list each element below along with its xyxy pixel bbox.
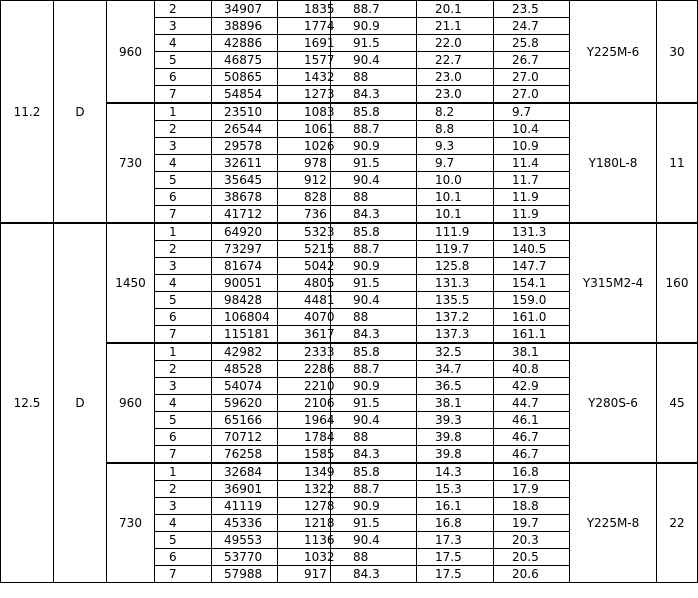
flow-cell: 46875 [212,52,278,69]
motor-load-cell: 26.7 [494,52,570,69]
flow-cell: 23510 [212,103,278,121]
speed-cell: 960 [107,343,155,463]
motor-load-cell: 16.8 [494,463,570,481]
pressure-cell: 1784 [278,429,331,446]
flow-cell: 42982 [212,343,278,361]
flow-cell: 29578 [212,138,278,155]
flow-cell: 34907 [212,1,278,18]
point-cell: 5 [155,172,212,189]
shaft-power-cell: 8.8 [417,121,494,138]
point-cell: 2 [155,361,212,378]
point-cell: 1 [155,343,212,361]
point-cell: 7 [155,446,212,464]
shaft-power-cell: 22.0 [417,35,494,52]
motor-load-cell: 44.7 [494,395,570,412]
pressure-cell: 1835 [278,1,331,18]
point-cell: 1 [155,223,212,241]
motor-load-cell: 20.5 [494,549,570,566]
pressure-cell: 1136 [278,532,331,549]
motor-power-cell: 45 [657,343,698,463]
pressure-cell: 2333 [278,343,331,361]
pressure-cell: 978 [278,155,331,172]
point-cell: 4 [155,395,212,412]
point-cell: 3 [155,378,212,395]
shaft-power-cell: 131.3 [417,275,494,292]
speed-cell: 730 [107,463,155,583]
pressure-cell: 1032 [278,549,331,566]
motor-load-cell: 46.7 [494,429,570,446]
point-cell: 2 [155,481,212,498]
efficiency-cell: 85.8 [331,103,417,121]
shaft-power-cell: 14.3 [417,463,494,481]
motor-load-cell: 23.5 [494,1,570,18]
point-cell: 6 [155,429,212,446]
shaft-power-cell: 32.5 [417,343,494,361]
pressure-cell: 5323 [278,223,331,241]
shaft-power-cell: 16.8 [417,515,494,532]
motor-load-cell: 131.3 [494,223,570,241]
flow-cell: 73297 [212,241,278,258]
motor-power-cell: 30 [657,1,698,104]
efficiency-cell: 91.5 [331,275,417,292]
efficiency-cell: 90.9 [331,138,417,155]
efficiency-cell: 84.3 [331,86,417,104]
motor-model-cell: Y225M-6 [570,1,657,104]
point-cell: 3 [155,18,212,35]
efficiency-cell: 88 [331,309,417,326]
pressure-cell: 1432 [278,69,331,86]
table-row [1,223,698,241]
flow-cell: 98428 [212,292,278,309]
shaft-power-cell: 119.7 [417,241,494,258]
point-cell: 5 [155,52,212,69]
efficiency-cell: 90.9 [331,378,417,395]
flow-cell: 70712 [212,429,278,446]
point-cell: 7 [155,86,212,104]
efficiency-cell: 90.4 [331,532,417,549]
motor-load-cell: 154.1 [494,275,570,292]
point-cell: 6 [155,549,212,566]
flow-cell: 41119 [212,498,278,515]
efficiency-cell: 91.5 [331,35,417,52]
flow-cell: 64920 [212,223,278,241]
motor-load-cell: 25.8 [494,35,570,52]
pressure-cell: 4070 [278,309,331,326]
motor-model-cell: Y280S-6 [570,343,657,463]
shaft-power-cell: 17.5 [417,566,494,583]
motor-load-cell: 46.7 [494,446,570,464]
efficiency-cell: 88.7 [331,241,417,258]
shaft-power-cell: 9.3 [417,138,494,155]
group-size-cell: 12.5 [1,223,54,583]
efficiency-cell: 91.5 [331,395,417,412]
shaft-power-cell: 8.2 [417,103,494,121]
point-cell: 6 [155,69,212,86]
motor-load-cell: 40.8 [494,361,570,378]
flow-cell: 41712 [212,206,278,224]
shaft-power-cell: 21.1 [417,18,494,35]
efficiency-cell: 91.5 [331,515,417,532]
efficiency-cell: 90.9 [331,258,417,275]
pressure-cell: 3617 [278,326,331,344]
motor-power-cell: 11 [657,103,698,223]
table-row [1,1,698,18]
point-cell: 6 [155,189,212,206]
speed-cell: 960 [107,1,155,104]
flow-cell: 81674 [212,258,278,275]
shaft-power-cell: 39.8 [417,429,494,446]
group-drive-cell: D [54,223,107,583]
shaft-power-cell: 23.0 [417,86,494,104]
motor-load-cell: 17.9 [494,481,570,498]
motor-power-cell: 160 [657,223,698,343]
pressure-cell: 1278 [278,498,331,515]
flow-cell: 50865 [212,69,278,86]
flow-cell: 42886 [212,35,278,52]
efficiency-cell: 88.7 [331,361,417,378]
flow-cell: 36901 [212,481,278,498]
pressure-cell: 1691 [278,35,331,52]
flow-cell: 32611 [212,155,278,172]
efficiency-cell: 88.7 [331,1,417,18]
point-cell: 2 [155,241,212,258]
pressure-cell: 2210 [278,378,331,395]
flow-cell: 54074 [212,378,278,395]
shaft-power-cell: 111.9 [417,223,494,241]
efficiency-cell: 85.8 [331,463,417,481]
table-body [1,1,698,583]
motor-load-cell: 161.0 [494,309,570,326]
group-size-cell: 11.2 [1,1,54,224]
pressure-cell: 1585 [278,446,331,464]
pressure-cell: 1061 [278,121,331,138]
pressure-cell: 4805 [278,275,331,292]
flow-cell: 65166 [212,412,278,429]
motor-load-cell: 19.7 [494,515,570,532]
flow-cell: 90051 [212,275,278,292]
point-cell: 7 [155,566,212,583]
shaft-power-cell: 16.1 [417,498,494,515]
point-cell: 1 [155,103,212,121]
motor-load-cell: 11.7 [494,172,570,189]
pressure-cell: 1218 [278,515,331,532]
pressure-cell: 1964 [278,412,331,429]
pressure-cell: 1322 [278,481,331,498]
point-cell: 6 [155,309,212,326]
shaft-power-cell: 39.3 [417,412,494,429]
speed-cell: 1450 [107,223,155,343]
motor-load-cell: 11.4 [494,155,570,172]
point-cell: 2 [155,121,212,138]
flow-cell: 35645 [212,172,278,189]
shaft-power-cell: 125.8 [417,258,494,275]
efficiency-cell: 90.4 [331,292,417,309]
pressure-cell: 1083 [278,103,331,121]
shaft-power-cell: 39.8 [417,446,494,464]
pressure-cell: 5215 [278,241,331,258]
pressure-cell: 1273 [278,86,331,104]
efficiency-cell: 84.3 [331,206,417,224]
shaft-power-cell: 17.5 [417,549,494,566]
motor-model-cell: Y315M2-4 [570,223,657,343]
efficiency-cell: 88 [331,69,417,86]
shaft-power-cell: 17.3 [417,532,494,549]
efficiency-cell: 88 [331,189,417,206]
efficiency-cell: 91.5 [331,155,417,172]
speed-cell: 730 [107,103,155,223]
flow-cell: 38678 [212,189,278,206]
efficiency-cell: 85.8 [331,343,417,361]
flow-cell: 48528 [212,361,278,378]
efficiency-cell: 90.4 [331,52,417,69]
pressure-cell: 828 [278,189,331,206]
efficiency-cell: 85.8 [331,223,417,241]
efficiency-cell: 84.3 [331,326,417,344]
flow-cell: 54854 [212,86,278,104]
efficiency-cell: 90.9 [331,498,417,515]
flow-cell: 38896 [212,18,278,35]
motor-load-cell: 20.6 [494,566,570,583]
pressure-cell: 5042 [278,258,331,275]
motor-load-cell: 46.1 [494,412,570,429]
point-cell: 3 [155,258,212,275]
flow-cell: 76258 [212,446,278,464]
point-cell: 4 [155,155,212,172]
flow-cell: 49553 [212,532,278,549]
efficiency-cell: 90.9 [331,18,417,35]
pressure-cell: 1026 [278,138,331,155]
pressure-cell: 2106 [278,395,331,412]
motor-load-cell: 18.8 [494,498,570,515]
point-cell: 5 [155,292,212,309]
efficiency-cell: 88 [331,429,417,446]
flow-cell: 59620 [212,395,278,412]
pressure-cell: 912 [278,172,331,189]
point-cell: 7 [155,206,212,224]
efficiency-cell: 90.4 [331,172,417,189]
flow-cell: 26544 [212,121,278,138]
group-drive-cell: D [54,1,107,224]
motor-load-cell: 38.1 [494,343,570,361]
shaft-power-cell: 15.3 [417,481,494,498]
motor-load-cell: 161.1 [494,326,570,344]
motor-load-cell: 11.9 [494,189,570,206]
shaft-power-cell: 38.1 [417,395,494,412]
point-cell: 4 [155,275,212,292]
motor-model-cell: Y225M-8 [570,463,657,583]
motor-load-cell: 11.9 [494,206,570,224]
point-cell: 4 [155,515,212,532]
motor-load-cell: 140.5 [494,241,570,258]
motor-load-cell: 147.7 [494,258,570,275]
shaft-power-cell: 137.3 [417,326,494,344]
shaft-power-cell: 10.1 [417,206,494,224]
motor-load-cell: 27.0 [494,86,570,104]
pressure-cell: 1774 [278,18,331,35]
efficiency-cell: 88.7 [331,481,417,498]
point-cell: 3 [155,138,212,155]
flow-cell: 32684 [212,463,278,481]
point-cell: 1 [155,463,212,481]
efficiency-cell: 84.3 [331,446,417,464]
flow-cell: 57988 [212,566,278,583]
point-cell: 3 [155,498,212,515]
shaft-power-cell: 10.1 [417,189,494,206]
pressure-cell: 736 [278,206,331,224]
motor-load-cell: 9.7 [494,103,570,121]
shaft-power-cell: 135.5 [417,292,494,309]
pressure-cell: 4481 [278,292,331,309]
motor-load-cell: 10.4 [494,121,570,138]
motor-load-cell: 42.9 [494,378,570,395]
point-cell: 2 [155,1,212,18]
flow-cell: 53770 [212,549,278,566]
shaft-power-cell: 137.2 [417,309,494,326]
flow-cell: 45336 [212,515,278,532]
point-cell: 5 [155,532,212,549]
motor-load-cell: 20.3 [494,532,570,549]
shaft-power-cell: 23.0 [417,69,494,86]
point-cell: 7 [155,326,212,344]
motor-load-cell: 10.9 [494,138,570,155]
shaft-power-cell: 34.7 [417,361,494,378]
shaft-power-cell: 9.7 [417,155,494,172]
flow-cell: 106804 [212,309,278,326]
efficiency-cell: 90.4 [331,412,417,429]
motor-load-cell: 24.7 [494,18,570,35]
pressure-cell: 1349 [278,463,331,481]
efficiency-cell: 88 [331,549,417,566]
motor-power-cell: 22 [657,463,698,583]
point-cell: 4 [155,35,212,52]
flow-cell: 115181 [212,326,278,344]
shaft-power-cell: 10.0 [417,172,494,189]
shaft-power-cell: 36.5 [417,378,494,395]
efficiency-cell: 88.7 [331,121,417,138]
pressure-cell: 1577 [278,52,331,69]
motor-load-cell: 27.0 [494,69,570,86]
shaft-power-cell: 22.7 [417,52,494,69]
efficiency-cell: 84.3 [331,566,417,583]
motor-load-cell: 159.0 [494,292,570,309]
shaft-power-cell: 20.1 [417,1,494,18]
point-cell: 5 [155,412,212,429]
pressure-cell: 2286 [278,361,331,378]
pressure-cell: 917 [278,566,331,583]
motor-model-cell: Y180L-8 [570,103,657,223]
